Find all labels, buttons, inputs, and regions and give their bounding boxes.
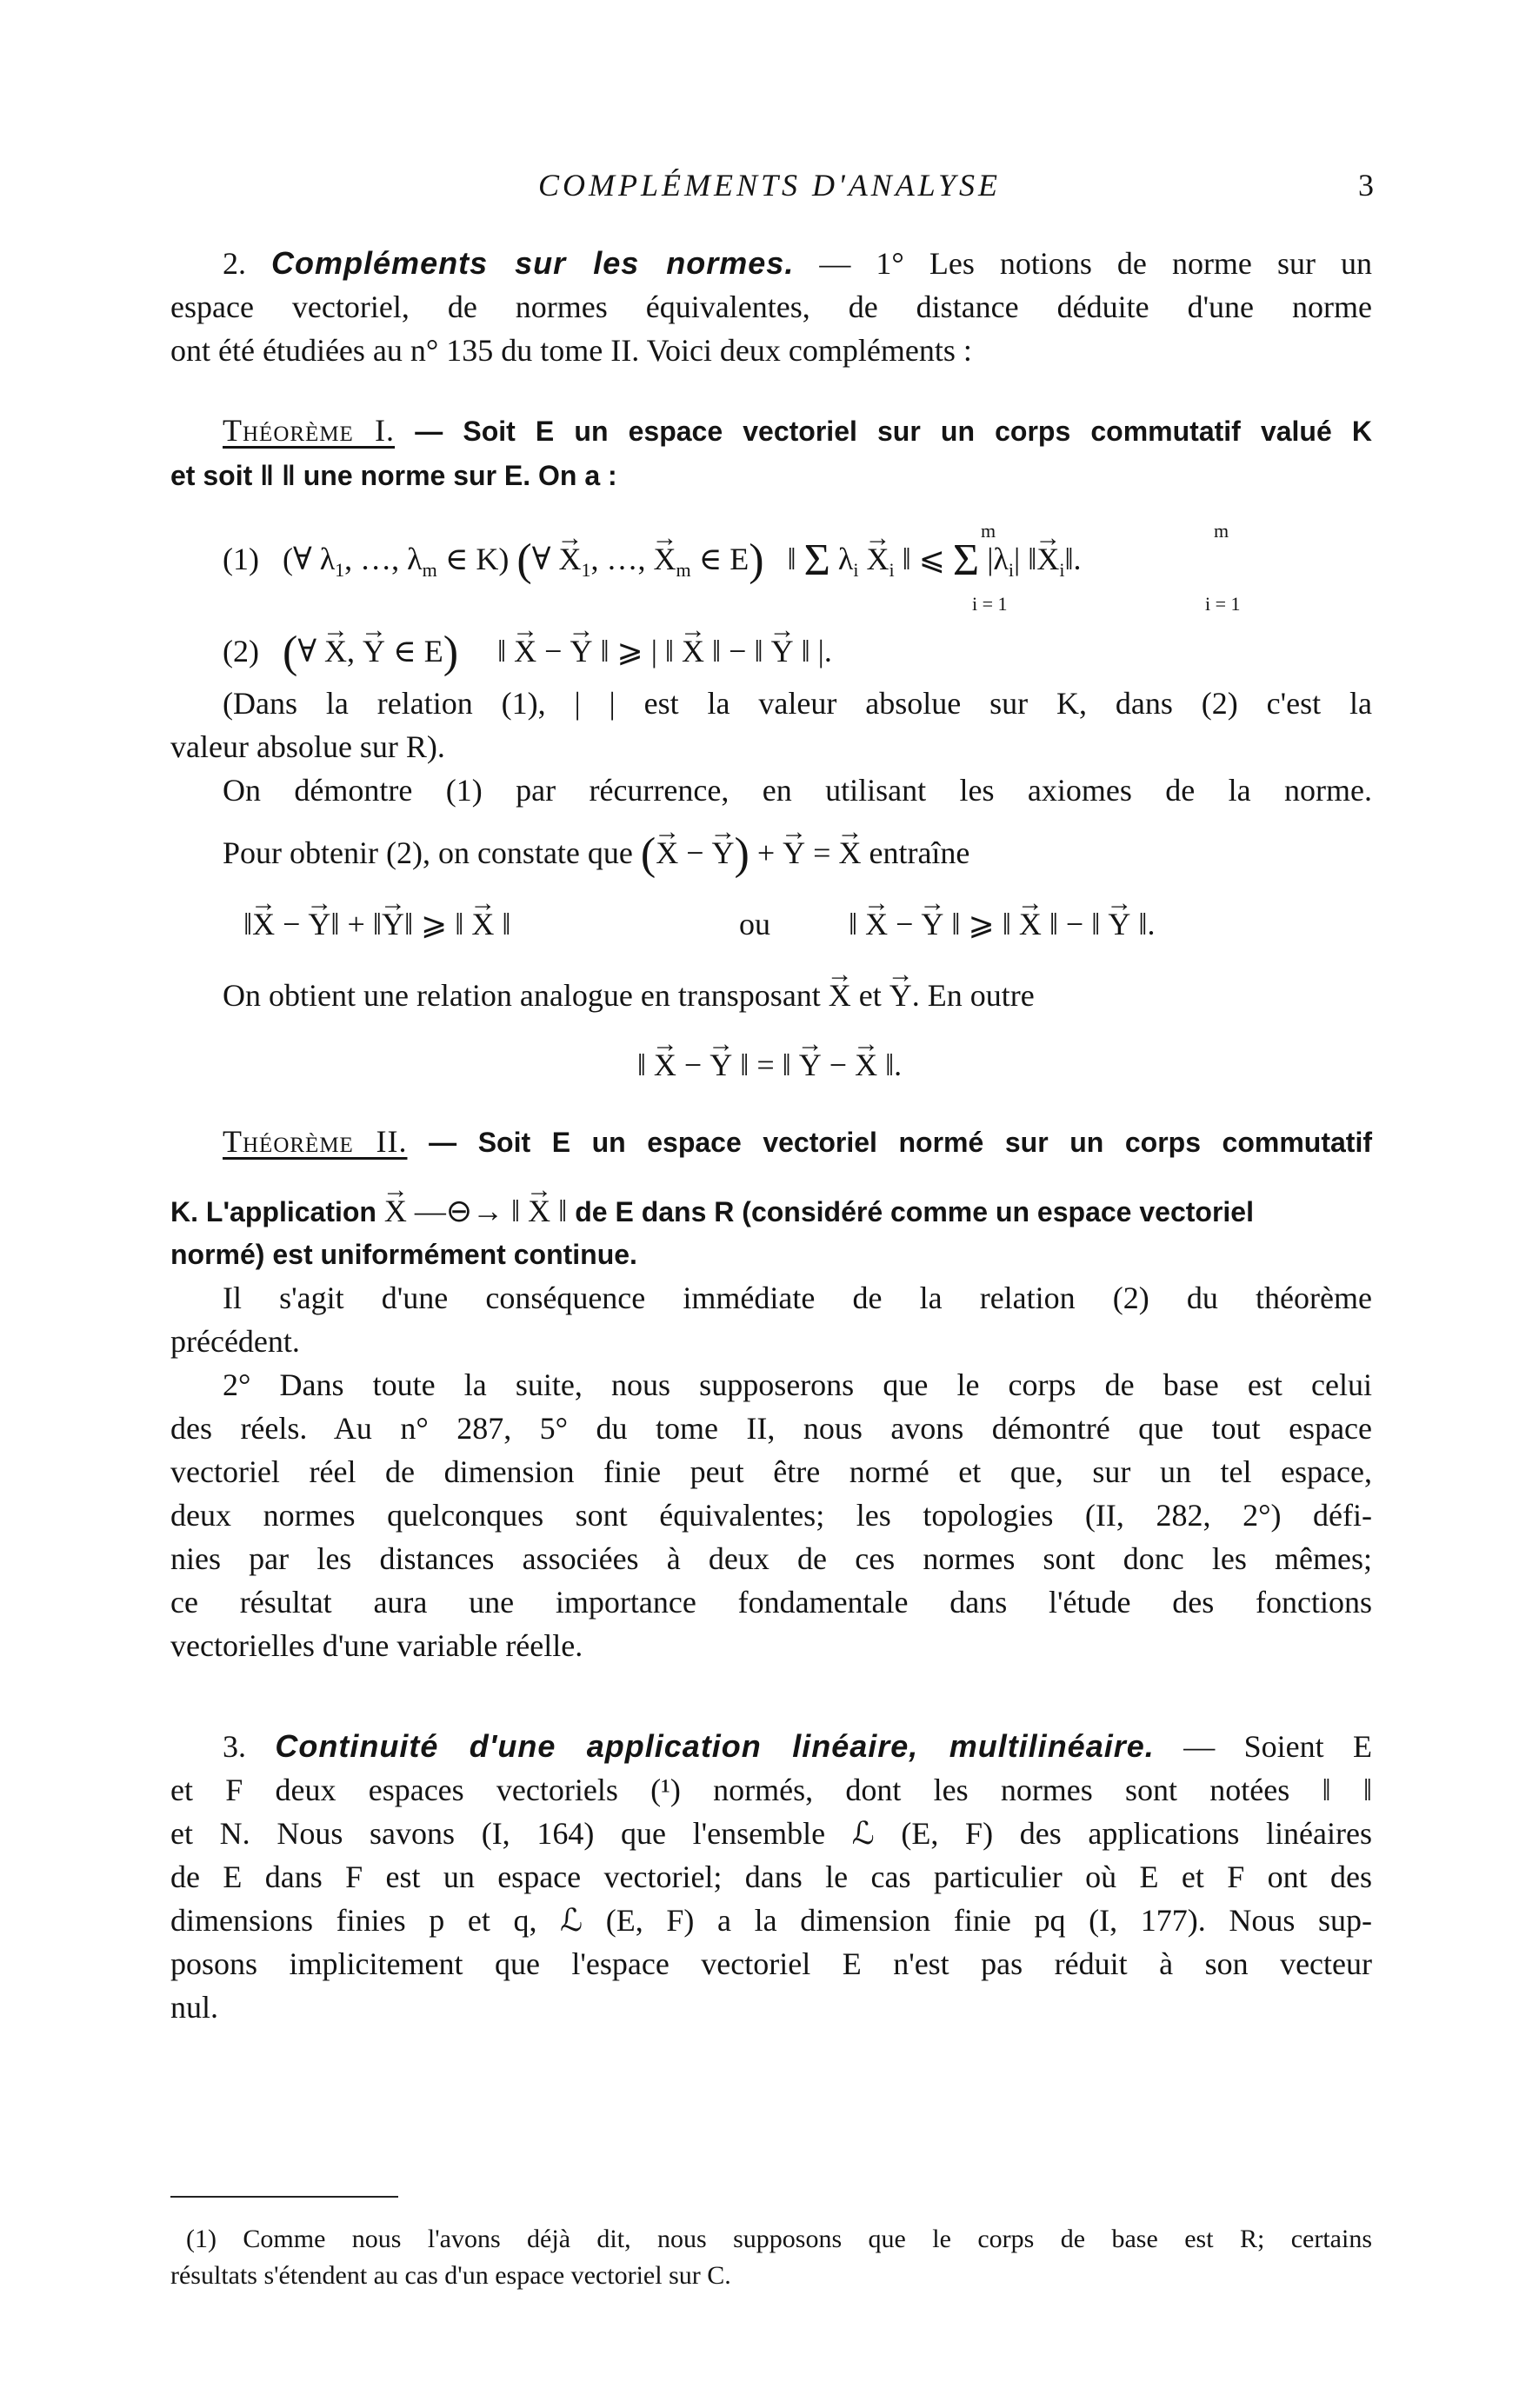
- after-theorem-2-line-4: vectoriel réel de dimension finie peut être normé et que, sur un tel espace,: [170, 1454, 1372, 1489]
- sum-upper-limit-1: m: [981, 520, 996, 542]
- theorem-2-label: Théorème II.: [223, 1124, 408, 1159]
- after-theorem-1-line-1: valeur absolue sur R).: [170, 729, 445, 764]
- proof-symmetry-equation: ‖ → X − → Y ‖ = ‖ → Y − → X ‖.: [0, 1045, 1539, 1085]
- section-2-heading: Compléments sur les normes.: [271, 245, 795, 281]
- proof-intro-text: Pour obtenir (2), on constate que: [223, 835, 633, 870]
- theorem-1-line-1: [223, 410, 1372, 451]
- equation-2: (2) (∀ → X, → Y ∈ E) ‖ → X − → Y ‖ ⩾ | ‖ → X ‖ − ‖ → Y ‖ |.: [223, 631, 832, 673]
- section-3-line-1: et F deux espaces vectoriels (¹) normés, dont les normes sont notées ‖ ‖: [170, 1773, 1372, 1807]
- theorem-2-statement-1: — Soit E un espace vectoriel normé sur un corps commutatif: [429, 1127, 1373, 1158]
- section-2-line-1: espace vectoriel, de normes équivalentes, de distance déduite d'une norme: [170, 289, 1372, 324]
- section-3-line-4: dimensions finies p et q, ℒ (E, F) a la dimension finie pq (I, 177). Nous sup-: [170, 1903, 1372, 1938]
- equation-1-label: (1): [223, 542, 259, 576]
- proof-analogue-text: On obtient une relation analogue en transposant: [223, 978, 821, 1013]
- section-2-first-line: [223, 243, 1372, 283]
- section-2-line-0: — 1° Les notions de norme sur un: [819, 246, 1372, 281]
- section-2-line-2: ont été étudiées au n° 135 du tome II. Voici deux compléments :: [170, 333, 972, 368]
- footnote-line-0: (1) Comme nous l'avons déjà dit, nous supposons que le corps de base est R; certains: [186, 2225, 1372, 2253]
- section-3-line-5: posons implicitement que l'espace vectoriel E n'est pas réduit à son vecteur: [170, 1946, 1372, 1981]
- section-3-first-line: [223, 1726, 1372, 1766]
- section-3-number: 3.: [223, 1729, 246, 1764]
- proof-intro-line: Pour obtenir (2), on constate que (→ X − → Y) + → Y = → X entraîne: [223, 833, 969, 875]
- after-theorem-2-line-6: nies par les distances associées à deux de ces normes sont donc les mêmes;: [170, 1541, 1372, 1576]
- footnote-line-1: résultats s'étendent au cas d'un espace vectoriel sur C.: [170, 2261, 731, 2290]
- theorem-2-line-1: [223, 1121, 1372, 1162]
- theorem-2-statement-2a: K. L'application: [170, 1196, 376, 1227]
- section-3-line-2: et N. Nous savons (I, 164) que l'ensemble ℒ (E, F) des applications linéaires: [170, 1816, 1372, 1851]
- theorem-2-line-2: K. L'application → X —⊖→ ‖ → X ‖ de E dans R (considéré comme un espace vectoriel: [170, 1191, 1372, 1232]
- sum-lower-limit-2: i = 1: [1205, 593, 1241, 615]
- proof-entraine-text: entraîne: [869, 835, 970, 870]
- proof-inequality-1: ‖→ X − → Y‖ + ‖→ Y‖ ⩾ ‖ → X ‖: [243, 904, 510, 944]
- equation-2-label: (2): [223, 634, 259, 669]
- footnote-rule: [170, 2196, 398, 2198]
- after-theorem-2-line-3: des réels. Au n° 287, 5° du tome II, nous avons démontré que tout espace: [170, 1411, 1372, 1446]
- after-theorem-2-line-7: ce résultat aura une importance fondamentale dans l'étude des fonctions: [170, 1585, 1372, 1620]
- theorem-1-statement-1: — Soit E un espace vectoriel sur un corps commutatif valué K: [415, 416, 1373, 447]
- page-number: 3: [1358, 168, 1374, 203]
- after-theorem-1-line-2: On démontre (1) par récurrence, en utilisant les axiomes de la norme.: [223, 773, 1372, 808]
- section-3-line-0: — Soient E: [1183, 1729, 1373, 1764]
- after-theorem-2-line-1: précédent.: [170, 1324, 300, 1359]
- after-theorem-2-line-8: vectorielles d'une variable réelle.: [170, 1628, 583, 1663]
- after-theorem-2-line-5: deux normes quelconques sont équivalentes; les topologies (II, 282, 2°) défi-: [170, 1498, 1372, 1533]
- theorem-1-statement-2: et soit ‖ ‖ une norme sur E. On a :: [170, 460, 617, 491]
- proof-en-outre: . En outre: [911, 978, 1035, 1013]
- proof-word-et: et: [858, 978, 882, 1013]
- theorem-1-label: Théorème I.: [223, 413, 396, 448]
- sum-lower-limit-1: i = 1: [972, 593, 1008, 615]
- running-header-title: COMPLÉMENTS D'ANALYSE: [537, 168, 1001, 203]
- section-3-line-3: de E dans F est un espace vectoriel; dans le cas particulier où E et F ont des: [170, 1859, 1372, 1894]
- after-theorem-2-line-2: 2° Dans toute la suite, nous supposerons que le corps de base est celui: [223, 1367, 1372, 1402]
- section-3-heading: Continuité d'une application linéaire, multilinéaire.: [275, 1728, 1155, 1764]
- equation-1: (1) (∀ $\lambda_1$, …, $\lambda_m$ ∈ K) (∀ → $X_1$, …, → $X_m$ ∈ E) ‖ Σ $\lambda_i \to X_i$ ‖ ⩽ Σ $|\lambda_i|$ ‖→ $X_i‖$.: [223, 539, 1082, 590]
- theorem-2-statement-3: normé) est uniformément continue.: [170, 1239, 637, 1270]
- after-theorem-2-line-0: Il s'agit d'une conséquence immédiate de la relation (2) du théorème: [223, 1280, 1372, 1315]
- proof-word-ou: ou: [739, 907, 770, 941]
- section-3-line-6: nul.: [170, 1990, 219, 2025]
- after-theorem-1-line-0: (Dans la relation (1), | | est la valeur absolue sur K, dans (2) c'est la: [223, 686, 1372, 721]
- theorem-2-statement-2b: de E dans R (considéré comme un espace vectoriel: [575, 1196, 1254, 1227]
- proof-inequality-2: ‖ → X − → Y ‖ ⩾ ‖ → X ‖ − ‖ → Y ‖.: [849, 904, 1155, 944]
- proof-analogue-line: On obtient une relation analogue en transposant → X et → Y. En outre: [223, 975, 1035, 1015]
- sum-upper-limit-2: m: [1214, 520, 1229, 542]
- section-2-number: 2.: [223, 246, 246, 281]
